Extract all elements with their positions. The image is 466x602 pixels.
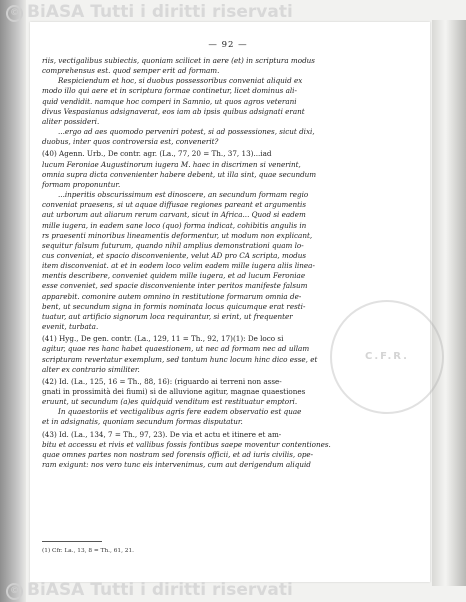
text-line: ram exigunt: nos vero tunc eis intervenimus, cum aut derigendum aliquid (42, 460, 311, 470)
text-line: duobus, inter quos controversia est, convenerit? (42, 137, 219, 147)
page-edge-stack (432, 20, 466, 586)
text-line: comprehensus est. quod semper erit ad formam. (42, 66, 220, 76)
watermark-bottom-text: BiASA Tutti i diritti riservati (27, 580, 293, 600)
text-line: esse conveniet, sed spacie disconveniente inter peritos manifeste falsum (42, 281, 308, 291)
text-line: conveniat praesens, si ut aquae diffusae regiones pareant et argumentis (42, 200, 307, 210)
text-line: (40) Agenn. Urb., De contr. agr. (La., 77, 20 = Th., 37, 13)...iad (42, 149, 272, 159)
text-line: (42) Id. (La., 125, 16 = Th., 88, 16): (riguardo ai terreni non asse- (42, 376, 282, 386)
watermark-bottom (6, 580, 293, 600)
text-line: apparebit. comonire autem omnino in restitutione formarum omnia de- (42, 291, 302, 301)
copyright-icon: © (6, 5, 23, 22)
text-line: scripturam revertatur exemplum, sed tantum hunc locum hinc dico esse, et (42, 354, 318, 364)
text-line: item disconveniat. at et in eodem loco velim eadem mille iugera aliis linea- (42, 261, 315, 271)
text-line: rs praesenti minoribus lineamentis deformentur, ut modum non explicant, (42, 230, 313, 240)
text-line: bitu et accessu et rivis et vallibus fossis fontibus saepe moventur contentiones. (42, 439, 331, 449)
footnote: (1) Cfr. La., 13, 8 = Th., 61, 21. (42, 548, 134, 554)
text-line: formam proponuntur. (42, 179, 121, 189)
text-line: In quaestoriis et vectigalibus agris fere eadem observatio est quae (58, 407, 302, 417)
text-line: mentis describere, conveniet quidem mille iugera, et ad lucum Feroniae (42, 271, 306, 281)
text-line: mille iugera, in eadem sane loco (quo) forma indicat, cohibitis angulis in (42, 220, 307, 230)
text-line: cus conveniat, et spacio disconveniente, velut AD pro CA scripta, modus (42, 250, 307, 260)
text-line: lucum Feroniae Augustinorum iugera M. haec in discrimen si venerint, (42, 159, 301, 169)
text-line: evenit, turbata. (42, 322, 99, 332)
copyright-icon: © (6, 583, 23, 600)
watermark-top-text: BiASA Tutti i diritti riservati (27, 2, 293, 22)
text-line: riis, vectigalibus subiectis, quoniam scilicet in aere (et) in scriptura modus (42, 56, 315, 65)
text-line: gnati in prossimità dei fiumi) si de alluvione agitur, magnae quaestiones (42, 387, 306, 396)
text-line: ...inperitis obscurissimum est dinoscere, an secundum formam regio (58, 190, 309, 200)
text-line: quid vendidit. namque hoc comperi in Samnio, ut quos agros veterani (42, 96, 297, 106)
page-content (42, 40, 414, 470)
text-lines (42, 56, 414, 470)
text-line: eruunt, ut secundum (a)es quidquid venditum est restituatur emptori. (42, 397, 298, 407)
watermark-top (6, 2, 293, 22)
book-spine-shadow (0, 0, 26, 602)
text-line: ...ergo ad aes quomodo perveniri potest, si ad possessiones, sicut dixi, (58, 127, 315, 137)
text-line: quae omnes partes non nostram sed forensis officii, et ad iuris civilis, ope- (42, 449, 314, 459)
text-line: alter ex contrario similiter. (42, 364, 140, 374)
footnote-rule (42, 541, 102, 542)
text-line: (43) Id. (La., 134, 7 = Th., 97, 23). De via et actu et itinere et am- (42, 429, 282, 439)
text-line: modo illo qui aere et in scriptura formae continetur, licet dominus ali- (42, 86, 297, 96)
text-line: divus Vespasianus adsignaverat, eos iam ab ipsis quibus adsignati erant (42, 106, 305, 116)
text-line: (41) Hyg., De gen. contr. (La., 129, 11 = Th., 92, 17)(1): De loco si (42, 334, 284, 344)
stamp-text: C.F.R. (365, 351, 409, 362)
text-line: bent, ut secundum signa in formis nominata locus quicumque erat resti- (42, 301, 306, 311)
text-line: omnia supra dicta convenienter habere debent, ut illa sint, quae secundum (42, 169, 317, 179)
page-number: — 92 — (208, 40, 248, 50)
text-line: et in adsignatis, quoniam secundum formas disputatur. (42, 417, 243, 427)
text-line: agitur, quae res hanc habet quaestionem, ut nec ad formam nec ad ullam (42, 344, 310, 354)
text-line: Respiciendum et hoc, si duobus possessoribus conveniat aliquid ex (58, 76, 303, 86)
text-line: aliter possideri. (42, 116, 100, 126)
text-line: tuatur, aut artificio signorum loca requirantur, si erint, ut frequenter (42, 311, 293, 321)
text-line: sequitur falsum futurum, quando nihil amplius demonstrationi quam lo- (42, 240, 304, 250)
text-line: aut urborum aut aliarum rerum carvant, sicut in Africa... Quod si eadem (42, 210, 306, 220)
